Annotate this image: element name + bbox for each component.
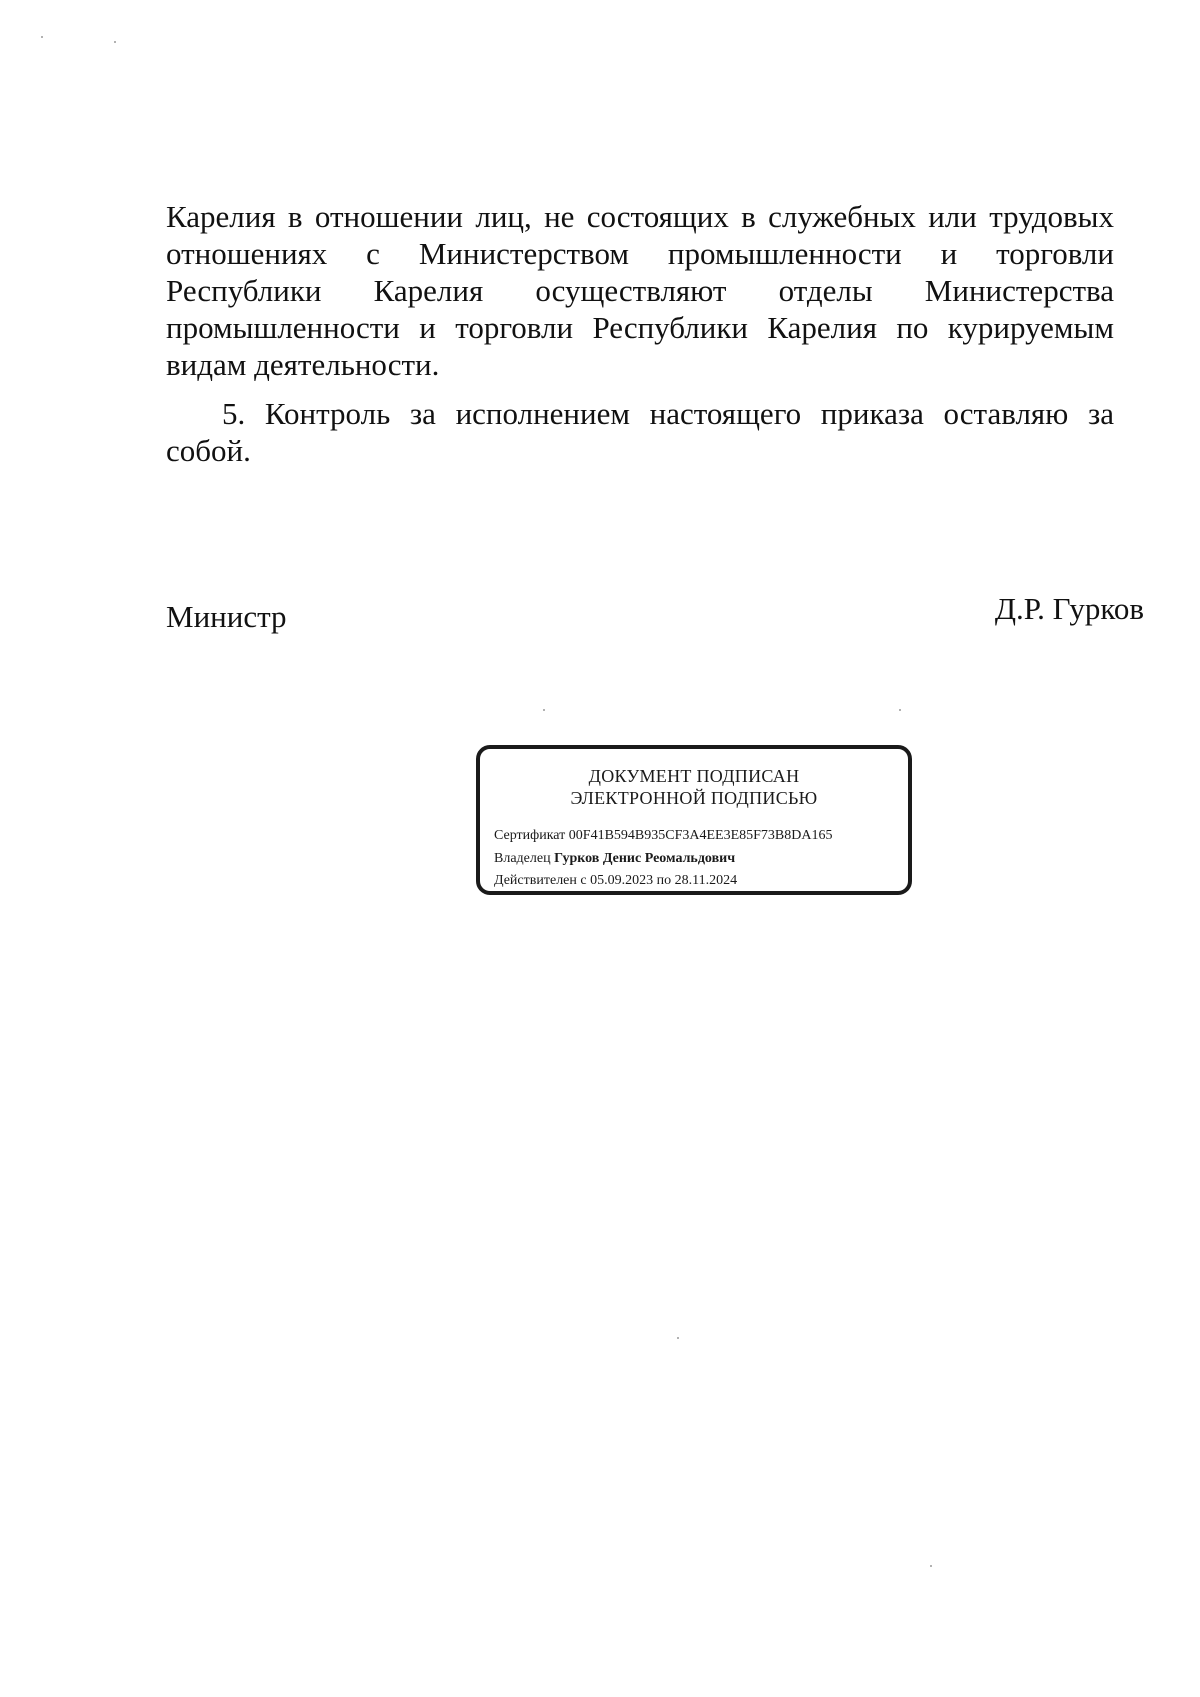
scan-speck — [41, 36, 43, 38]
stamp-cert-value: 00F41B594B935CF3A4EE3E85F73B8DA165 — [568, 828, 833, 843]
stamp-owner-value: Гурков Денис Реомальдович — [554, 851, 736, 866]
stamp-owner-line — [494, 850, 735, 868]
electronic-signature-stamp — [476, 745, 912, 895]
stamp-title-line-2: ЭЛЕКТРОННОЙ ПОДПИСЬЮ — [570, 788, 818, 808]
stamp-valid-to: 28.11.2024 — [674, 873, 738, 888]
scan-speck — [543, 709, 545, 711]
stamp-owner-label: Владелец — [494, 851, 551, 866]
paragraph-item-5: 5. Контроль за исполнением настоящего приказа оставляю за собой. — [166, 396, 1114, 468]
paragraph-continuation: Карелия в отношении лиц, не состоящих в служебных или трудовых отношениях с Министерством промышленности и торговли Республики Карелия осуществляют отделы Министерства промышленности и торговли Республики Карелия по курируемым видам деятельности. — [166, 199, 1114, 382]
signer-name: Д.Р. Гурков — [994, 591, 1144, 626]
stamp-valid-from-label: с — [580, 873, 587, 888]
stamp-validity-line — [494, 872, 737, 890]
stamp-valid-label: Действителен — [494, 873, 577, 888]
stamp-valid-to-label: по — [656, 873, 672, 888]
stamp-cert-label: Сертификат — [494, 828, 566, 843]
scan-speck — [899, 709, 901, 711]
scan-speck — [930, 1565, 932, 1567]
stamp-valid-from: 05.09.2023 — [590, 873, 654, 888]
scan-speck — [677, 1337, 679, 1339]
document-body — [166, 198, 1114, 469]
stamp-title-line-1: ДОКУМЕНТ ПОДПИСАН — [588, 766, 800, 786]
stamp-title — [480, 765, 908, 809]
signer-position: Министр — [166, 599, 287, 634]
stamp-certificate-line — [494, 827, 832, 845]
scan-speck — [114, 41, 116, 43]
